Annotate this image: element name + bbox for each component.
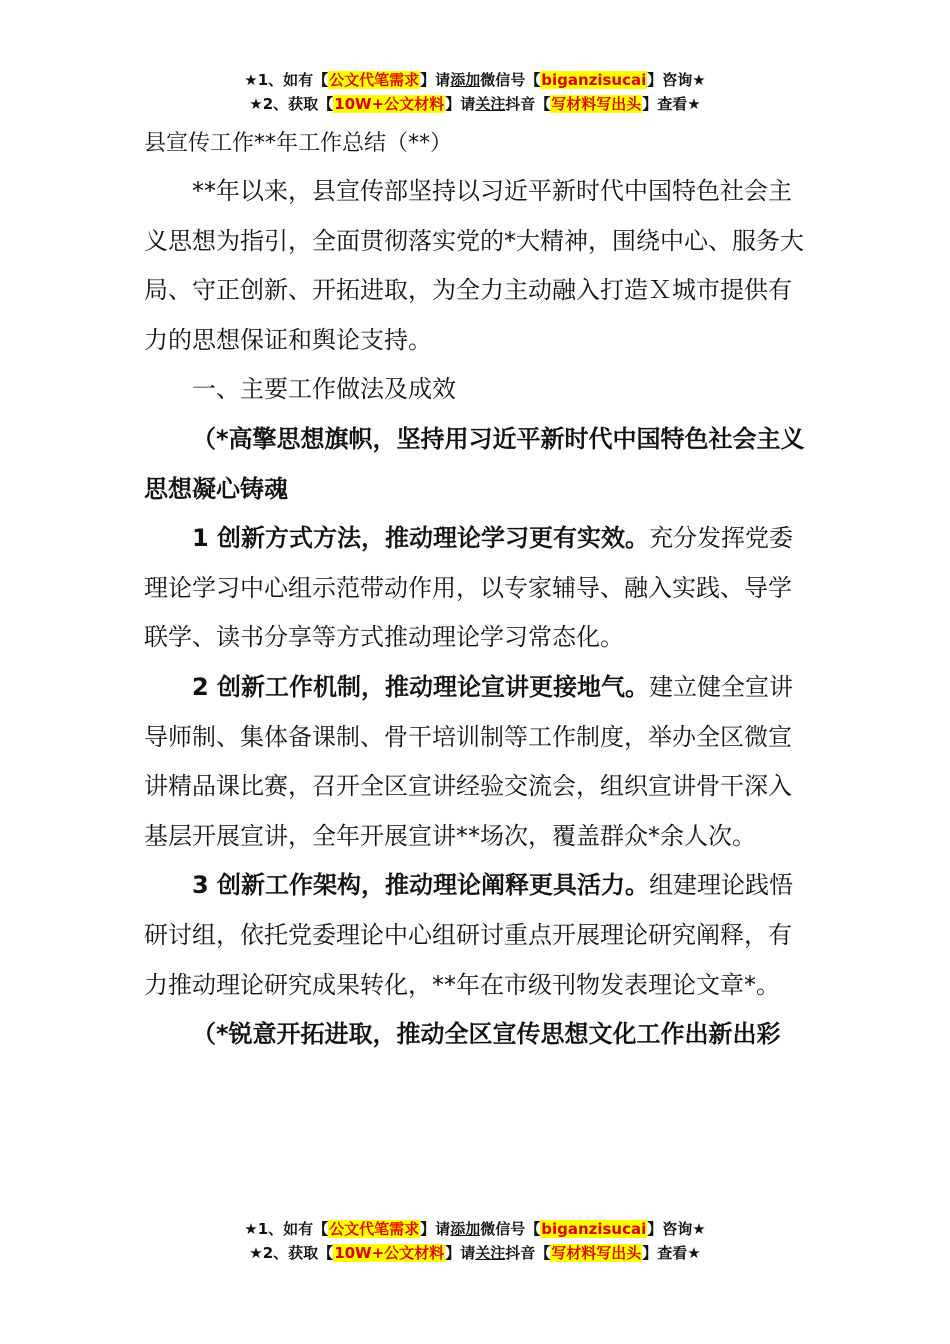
item-lead: 3 创新工作架构，推动理论阐释更具活力。 <box>192 871 650 900</box>
top-banner <box>0 68 950 116</box>
banner-underline-follow: 关注 <box>475 95 506 113</box>
banner-line-1 <box>0 68 950 92</box>
banner-line-2 <box>0 1241 950 1265</box>
item-paragraph-3 <box>144 861 808 1010</box>
item-body: 组建理论践悟研讨组，依托党委理论中心组研讨重点开展理论研究阐释，有力推动理论研究成果转化，**年在市级刊物发表理论文章*。 <box>144 871 794 999</box>
item-lead: 2 创新工作机制，推动理论宣讲更接地气。 <box>192 672 650 701</box>
banner-highlight-materials: 10W+公文材料 <box>334 1244 445 1262</box>
banner-text: ★2、获取【 <box>249 95 334 113</box>
banner-text: 】咨询★ <box>647 1220 706 1238</box>
banner-text: 微信号【 <box>480 71 541 89</box>
document-title: 县宣传工作**年工作总结（**） <box>144 131 453 156</box>
item-body: 充分发挥党委理论学习中心组示范带动作用，以专家辅导、融入实践、导学联学、读书分享等方式推动理论学习常态化。 <box>144 524 794 652</box>
banner-line-1 <box>0 1217 950 1241</box>
banner-highlight-douyin: 写材料写出头 <box>551 1244 642 1262</box>
banner-text: 】请 <box>420 71 451 89</box>
banner-underline-follow: 关注 <box>475 1244 506 1262</box>
banner-highlight-wechat-id: biganzisucai <box>541 71 647 89</box>
subsection-heading: （*高擎思想旗帜，坚持用习近平新时代中国特色社会主义思想凝心铸魂 <box>144 424 805 503</box>
banner-text: 抖音【 <box>505 1244 551 1262</box>
banner-highlight-wechat-id: biganzisucai <box>541 1220 647 1238</box>
banner-text: 抖音【 <box>505 95 551 113</box>
banner-text: 】请 <box>420 1220 451 1238</box>
bottom-banner <box>0 1217 950 1265</box>
banner-line-2 <box>0 92 950 116</box>
banner-text: 】咨询★ <box>647 71 706 89</box>
banner-underline-add: 添加 <box>450 1220 481 1238</box>
banner-highlight-service: 公文代笔需求 <box>329 71 420 89</box>
item-paragraph-2 <box>144 663 808 861</box>
banner-underline-add: 添加 <box>450 71 481 89</box>
banner-text: ★1、如有【 <box>244 1220 329 1238</box>
subsection-heading: （*锐意开拓进取，推动全区宣传思想文化工作出新出彩 <box>192 1020 781 1049</box>
item-paragraph-1 <box>144 514 808 663</box>
banner-highlight-materials: 10W+公文材料 <box>334 95 445 113</box>
banner-text: 】查看★ <box>642 95 701 113</box>
banner-text: 】查看★ <box>642 1244 701 1262</box>
banner-highlight-service: 公文代笔需求 <box>329 1220 420 1238</box>
banner-text: 微信号【 <box>480 1220 541 1238</box>
document-body <box>144 121 808 1060</box>
banner-highlight-douyin: 写材料写出头 <box>551 95 642 113</box>
item-lead: 1 创新方式方法，推动理论学习更有实效。 <box>192 524 650 553</box>
section-heading: 一、主要工作做法及成效 <box>192 375 456 404</box>
banner-text: ★2、获取【 <box>249 1244 334 1262</box>
banner-text: 】请 <box>445 95 476 113</box>
banner-text: 】请 <box>445 1244 476 1262</box>
banner-text: ★1、如有【 <box>244 71 329 89</box>
item-body: 建立健全宣讲导师制、集体备课制、骨干培训制等工作制度，举办全区微宣讲精品课比赛，召开全区宣讲经验交流会，组织宣讲骨干深入基层开展宣讲，全年开展宣讲**场次，覆盖群众*余人次。 <box>144 672 794 850</box>
intro-paragraph: **年以来，县宣传部坚持以习近平新时代中国特色社会主义思想为指引，全面贯彻落实党的*大精神，围绕中心、服务大局、守正创新、开拓进取，为全力主动融入打造Ｘ城市提供有力的思想保证和舆论支持。 <box>144 177 804 354</box>
